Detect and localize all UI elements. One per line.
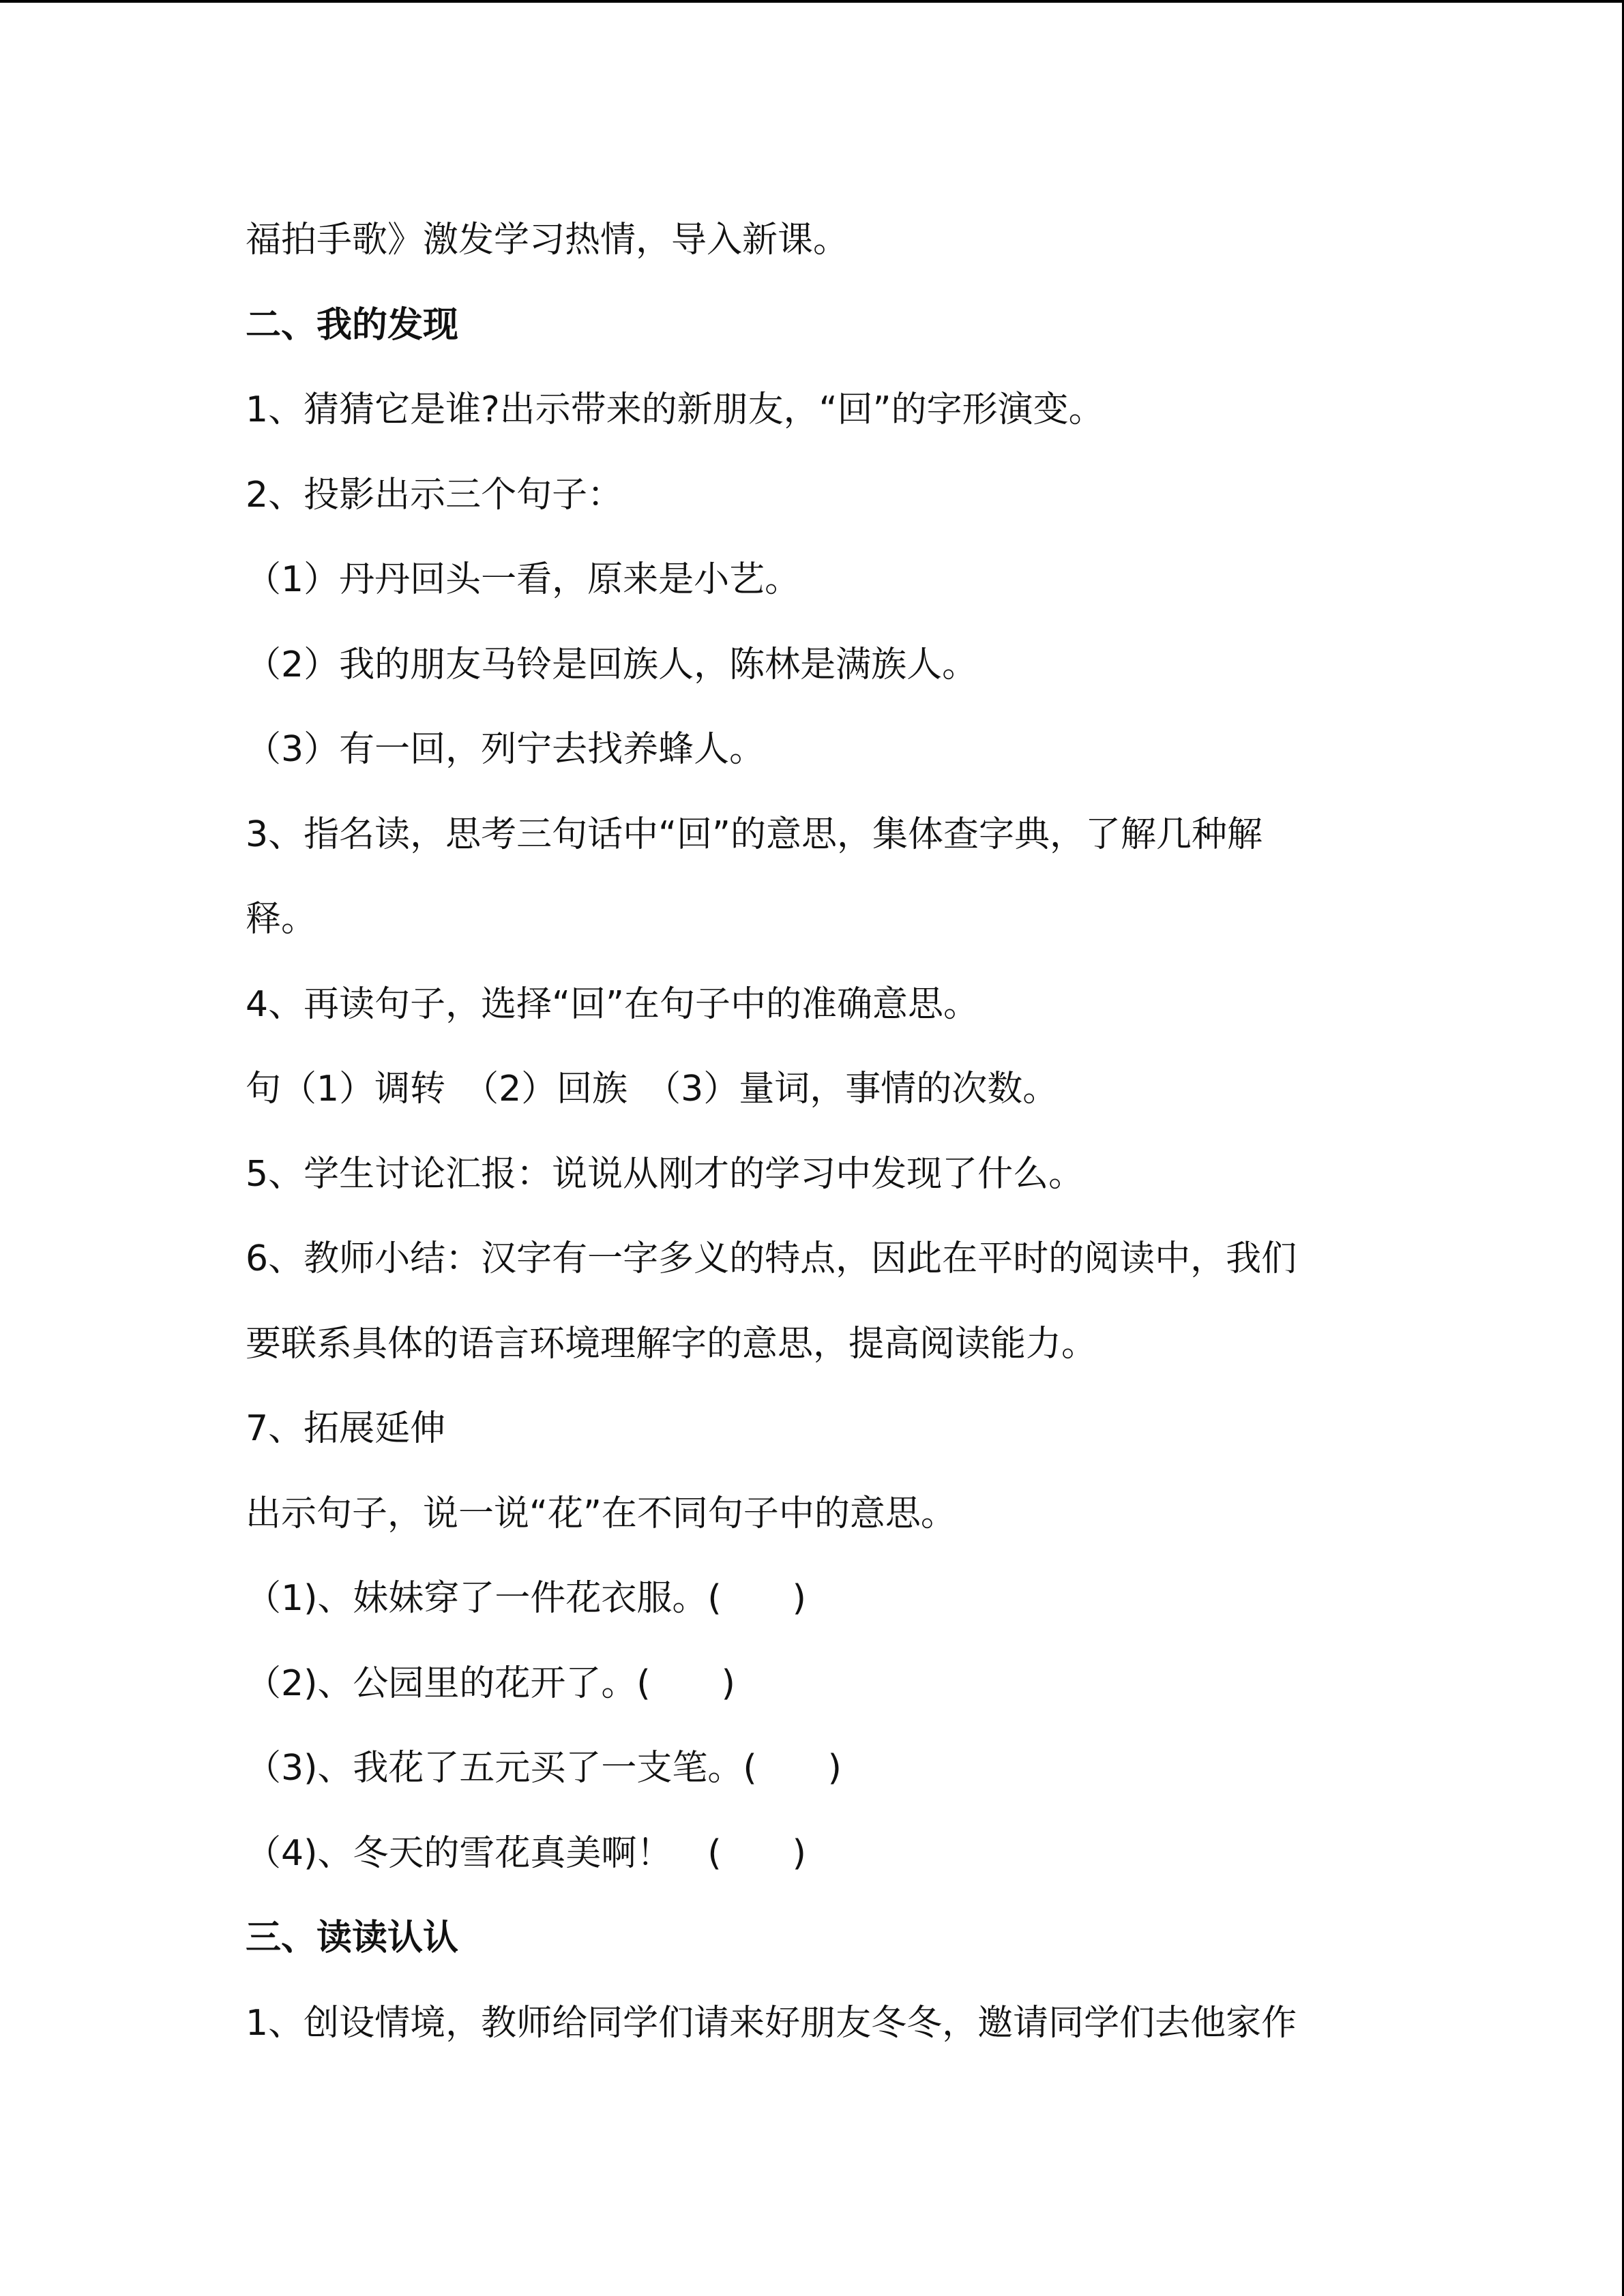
- meanings-answer: 句（1）调转 （2）回族 （3）量词，事情的次数。: [246, 1069, 1059, 1109]
- example-sentence-2: （2）我的朋友马铃是回族人，陈林是满族人。: [246, 644, 978, 685]
- section-heading-discovery: 二、我的发现: [246, 304, 459, 346]
- step-6-summary-line-1: 6、教师小结：汉字有一字多义的特点，因此在平时的阅读中，我们: [246, 1238, 1297, 1279]
- flower-sentence-3: （3)、我花了五元买了一支笔。( ): [246, 1748, 842, 1789]
- flower-sentence-1: （1)、妹妹穿了一件花衣服。( ): [246, 1578, 806, 1619]
- paragraph-intro-continuation: 福拍手歌》激发学习热情，导入新课。: [246, 220, 849, 260]
- step-4-reread: 4、再读句子，选择“回”在句子中的准确意思。: [246, 983, 979, 1025]
- extension-instruction: 出示句子，说一说“花”在不同句子中的意思。: [246, 1493, 956, 1534]
- step-6-summary-line-2: 要联系具体的语言环境理解字的意思，提高阅读能力。: [246, 1323, 1097, 1365]
- page-top-border: [0, 0, 1624, 3]
- document-body: [246, 208, 1378, 2076]
- flower-sentence-4: （4)、冬天的雪花真美啊！ ( ): [246, 1832, 806, 1874]
- step-3-read-line-1: 3、指名读，思考三句话中“回”的意思，集体查字典，了解几种解: [246, 814, 1263, 855]
- step-1-guess: 1、猜猜它是谁?出示带来的新朋友，“回”的字形演变。: [246, 389, 1104, 430]
- step-2-project-sentences: 2、投影出示三个句子：: [246, 474, 623, 516]
- step-5-discussion: 5、学生讨论汇报：说说从刚才的学习中发现了什么。: [246, 1153, 1084, 1195]
- example-sentence-1: （1）丹丹回头一看，原来是小艺。: [246, 559, 801, 600]
- step-3-read-line-2: 释。: [246, 899, 317, 940]
- step-1-create-scenario: 1、创设情境，教师给同学们请来好朋友冬冬，邀请同学们去他家作: [246, 2002, 1297, 2044]
- step-7-extension: 7、拓展延伸: [246, 1408, 446, 1449]
- section-heading-read-recognize: 三、读读认认: [246, 1918, 459, 1958]
- flower-sentence-2: （2)、公园里的花开了。( ): [246, 1663, 735, 1704]
- example-sentence-3: （3）有一回，列宁去找养蜂人。: [246, 729, 765, 770]
